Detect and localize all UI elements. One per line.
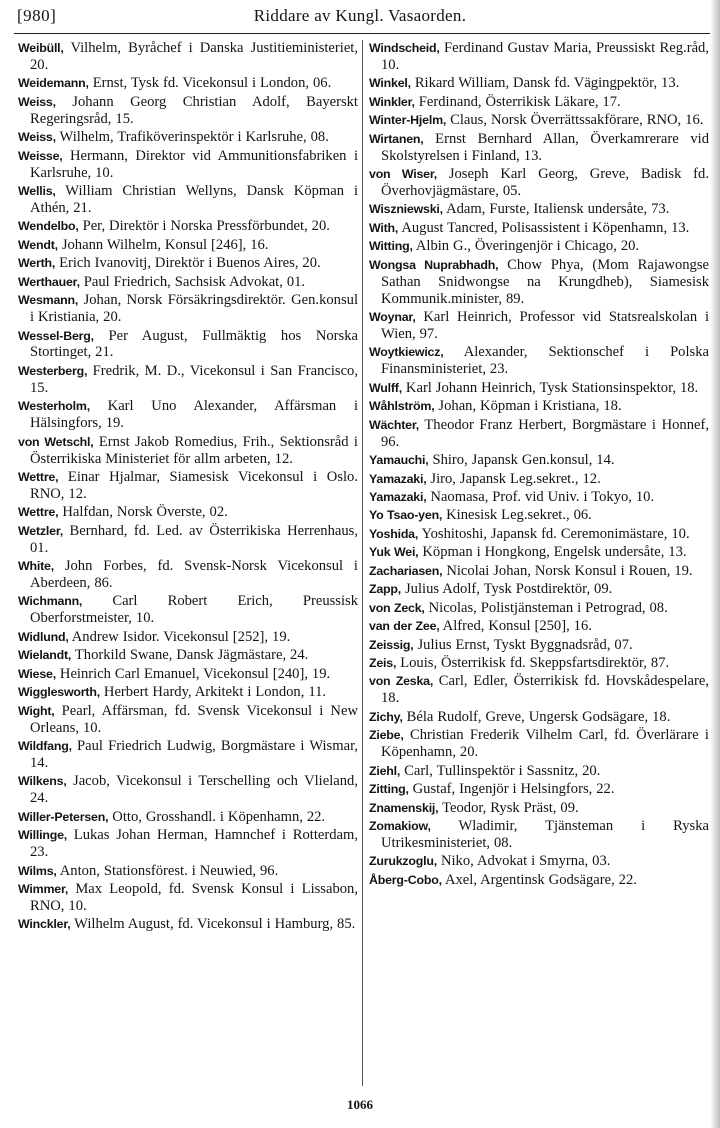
entry-description: Albin G., Överingenjör i Chicago, 20. <box>412 238 640 255</box>
left-column <box>18 40 358 935</box>
register-entry <box>18 773 358 807</box>
entry-description: Carl, Edler, Österrikisk fd. Hovskådespelare, 18. <box>381 673 709 707</box>
register-entry <box>369 526 709 543</box>
register-entry <box>18 558 358 592</box>
entry-description: Karl Johann Heinrich, Tysk Stationsinspektor, 18. <box>401 379 699 396</box>
register-entry <box>18 738 358 772</box>
entry-description: Nicolai Johan, Norsk Konsul i Rouen, 19. <box>442 562 693 579</box>
register-entry <box>369 581 709 598</box>
register-entry <box>369 238 709 255</box>
entry-surname: Weiss, <box>18 94 56 109</box>
entry-description: Paul Friedrich, Sachsisk Advokat, 01. <box>79 273 306 290</box>
page-title: Riddare av Kungl. Vasaorden. <box>253 6 467 25</box>
register-entry <box>18 398 358 432</box>
entry-surname: Wellis, <box>18 183 56 198</box>
column-divider <box>362 40 363 1086</box>
register-entry <box>18 274 358 291</box>
entry-surname: White, <box>18 559 54 574</box>
entry-surname: Wongsa Nuprabhadh, <box>369 257 499 272</box>
page-edge-shadow <box>710 0 720 1128</box>
entry-description: Ferdinand, Österrikisk Läkare, 17. <box>414 93 621 110</box>
entry-surname: Willinge, <box>18 828 68 843</box>
entry-surname: van der Zee, <box>369 619 440 634</box>
register-entry <box>369 600 709 617</box>
entry-surname: With, <box>369 220 399 235</box>
register-entry <box>369 763 709 780</box>
register-entry <box>369 544 709 561</box>
entry-description: Köpman i Hongkong, Engelsk undersåte, 13. <box>418 544 687 561</box>
register-entry <box>18 237 358 254</box>
entry-description: Ernst, Tysk fd. Vicekonsul i London, 06. <box>88 75 332 92</box>
entry-description: Alfred, Konsul [250], 16. <box>439 618 592 635</box>
register-entry <box>18 328 358 362</box>
register-entry <box>18 504 358 521</box>
entry-description: Heinrich Carl Emanuel, Vicekonsul [240], 19. <box>55 665 331 682</box>
register-entry <box>369 94 709 111</box>
entry-surname: Wåhlström, <box>369 399 435 414</box>
entry-surname: Weisse, <box>18 148 63 163</box>
register-entry <box>18 881 358 915</box>
register-entry <box>18 629 358 646</box>
register-entry <box>369 417 709 451</box>
register-entry <box>369 818 709 852</box>
entry-description: Andrew Isidor. Vicekonsul [252], 19. <box>68 628 291 645</box>
register-entry <box>18 703 358 737</box>
entry-description: Teodor, Rysk Präst, 09. <box>438 799 579 816</box>
entry-description: Lukas Johan Herman, Hamnchef i Rotterdam, 23. <box>30 827 358 861</box>
register-entry <box>369 344 709 378</box>
entry-surname: von Zeck, <box>369 600 425 615</box>
register-entry <box>369 618 709 635</box>
header-rule <box>14 33 710 34</box>
entry-surname: Wettre, <box>18 469 59 484</box>
register-entry <box>369 220 709 237</box>
entry-description: Anton, Stationsförest. i Neuwied, 96. <box>56 862 279 879</box>
entry-surname: Wirtanen, <box>369 131 424 146</box>
entry-description: Julius Ernst, Tyskt Byggnadsråd, 07. <box>413 636 633 653</box>
entry-description: Niko, Advokat i Smyrna, 03. <box>437 853 611 870</box>
register-entry <box>369 380 709 397</box>
entry-surname: Weiss, <box>18 130 56 145</box>
entry-surname: Yo Tsao-yen, <box>369 508 443 523</box>
register-entry <box>369 853 709 870</box>
entry-description: Wilhelm August, fd. Vicekonsul i Hamburg, 85. <box>70 916 356 933</box>
entry-surname: Yoshida, <box>369 526 419 541</box>
entry-surname: Weibüll, <box>18 41 64 55</box>
register-entry <box>369 673 709 707</box>
register-entry <box>18 666 358 683</box>
entry-surname: Woynar, <box>369 310 416 325</box>
register-entry <box>369 489 709 506</box>
entry-surname: Wigglesworth, <box>18 685 100 700</box>
entry-description: Claus, Norsk Överrättssakförare, RNO, 16. <box>446 112 704 129</box>
entry-surname: Wielandt, <box>18 648 72 663</box>
entry-description: Louis, Österrikisk fd. Skeppsfartsdirektör, 87. <box>396 655 670 672</box>
entry-description: Rikard William, Dansk fd. Vägingpektör, 13. <box>410 75 680 92</box>
entry-description: Jiro, Japansk Leg.sekret., 12. <box>426 470 601 487</box>
register-entry <box>18 684 358 701</box>
register-entry <box>18 94 358 128</box>
entry-description: Gustaf, Ingenjör i Helsingfors, 22. <box>408 781 615 798</box>
entry-surname: Winter-Hjelm, <box>369 113 447 128</box>
register-entry <box>369 452 709 469</box>
entry-surname: Wettre, <box>18 505 59 520</box>
entry-surname: von Wetschl, <box>18 434 94 449</box>
right-column <box>369 40 709 890</box>
register-entry <box>369 655 709 672</box>
register-entry <box>369 309 709 343</box>
entry-description: Wilhelm, Trafiköverinspektör i Karlsruhe, 08. <box>55 129 329 146</box>
register-entry <box>369 800 709 817</box>
entry-description: Julius Adolf, Tysk Postdirektör, 09. <box>401 581 613 598</box>
register-entry <box>369 781 709 798</box>
register-entry <box>18 863 358 880</box>
register-entry <box>369 637 709 654</box>
entry-description: Johann Wilhelm, Konsul [246], 16. <box>57 236 269 253</box>
register-entry <box>18 593 358 627</box>
entry-surname: Wildfang, <box>18 739 72 754</box>
entry-description: Yoshitoshi, Japansk fd. Ceremonimästare, 10. <box>418 525 690 542</box>
entry-surname: Wight, <box>18 703 55 718</box>
entry-surname: Woytkiewicz, <box>369 345 444 360</box>
entry-surname: von Wiser, <box>369 167 438 182</box>
entry-description: Einar Hjalmar, Siamesisk Vicekonsul i Oslo. RNO, 12. <box>30 468 358 502</box>
entry-description: Karl Heinrich, Professor vid Statsrealskolan i Wien, 97. <box>381 309 709 342</box>
entry-surname: Weidemann, <box>18 76 89 91</box>
entry-surname: Wächter, <box>369 417 420 432</box>
entry-surname: Yamauchi, <box>369 453 429 468</box>
entry-description: John Forbes, fd. Svensk-Norsk Vicekonsul i Aberdeen, 86. <box>30 558 358 592</box>
entry-description: Karl Uno Alexander, Affärsman i Hälsingfors, 19. <box>30 398 358 432</box>
register-entry <box>18 827 358 861</box>
entry-description: August Tancred, Polisassistent i Köpenhamn, 13. <box>398 219 690 236</box>
entry-surname: Ziebe, <box>369 728 404 743</box>
entry-surname: Wiese, <box>18 666 56 681</box>
entry-surname: Wimmer, <box>18 882 69 896</box>
register-entry <box>18 434 358 468</box>
entry-description: Carl, Tullinspektör i Sassnitz, 20. <box>400 762 601 779</box>
entry-surname: Wilms, <box>18 863 57 878</box>
register-entry <box>18 809 358 826</box>
entry-surname: Wulff, <box>369 380 402 395</box>
register-entry <box>369 201 709 218</box>
entry-description: Max Leopold, fd. Svensk Konsul i Lissabon, RNO, 10. <box>30 881 358 914</box>
entry-surname: Wendelbo, <box>18 219 79 234</box>
entry-description: Jacob, Vicekonsul i Terschelling och Vlieland, 24. <box>30 773 358 807</box>
register-entry <box>18 363 358 397</box>
entry-description: Adam, Furste, Italiensk undersåte, 73. <box>442 201 670 218</box>
entry-surname: Zapp, <box>369 582 402 597</box>
page-number: [980] <box>17 6 57 25</box>
entry-description: Johan, Norsk Försäkringsdirektör. Gen.konsul i Kristiania, 20. <box>30 292 358 326</box>
register-entry <box>369 398 709 415</box>
register-entry <box>18 255 358 272</box>
entry-surname: Zitting, <box>369 782 409 797</box>
entry-surname: Widlund, <box>18 629 69 644</box>
register-entry <box>369 166 709 200</box>
entry-surname: Zachariasen, <box>369 563 443 578</box>
entry-description: William Christian Wellyns, Dansk Köpman i Athén, 21. <box>30 182 358 216</box>
footer-sheet-number: 1066 <box>347 1097 373 1112</box>
register-entry <box>369 507 709 524</box>
entry-description: Pearl, Affärsman, fd. Svensk Vicekonsul i New Orleans, 10. <box>30 702 358 736</box>
register-entry <box>369 257 709 308</box>
entry-description: Erich Ivanovitj, Direktör i Buenos Aires, 20. <box>55 255 321 272</box>
register-entry <box>369 709 709 726</box>
entry-description: Alexander, Sektionschef i Polska Finansministeriet, 23. <box>381 344 709 378</box>
entry-description: Vilhelm, Byråchef i Danska Justitieministeriet, 20. <box>30 40 358 73</box>
entry-description: Paul Friedrich Ludwig, Borgmästare i Wismar, 14. <box>30 738 358 771</box>
entry-surname: Winckler, <box>18 917 71 932</box>
register-entry <box>18 916 358 933</box>
entry-description: Fredrik, M. D., Vicekonsul i San Francisco, 15. <box>30 362 358 396</box>
register-entry <box>18 647 358 664</box>
register-entry <box>369 75 709 92</box>
register-entry <box>369 40 709 74</box>
entry-description: Halfdan, Norsk Överste, 02. <box>58 504 228 521</box>
entry-description: Béla Rudolf, Greve, Ungersk Godsägare, 18. <box>402 708 671 725</box>
entry-description: Per, Direktör i Norska Pressförbundet, 20. <box>78 218 330 235</box>
entry-surname: Winkel, <box>369 76 411 91</box>
register-entry <box>369 471 709 488</box>
entry-description: Thorkild Swane, Dansk Jägmästare, 24. <box>71 647 309 664</box>
entry-surname: Zichy, <box>369 709 403 724</box>
register-entry <box>369 563 709 580</box>
entry-surname: Willer-Petersen, <box>18 809 109 824</box>
entry-surname: Westerholm, <box>18 399 90 414</box>
entry-description: Carl Robert Erich, Preussisk Oberforstmeister, 10. <box>30 593 358 627</box>
register-entry <box>369 872 709 889</box>
entry-description: Per August, Fullmäktig hos Norska Stortinget, 21. <box>30 327 358 361</box>
entry-surname: Wesmann, <box>18 293 79 308</box>
entry-description: Ernst Jakob Romedius, Frih., Sektionsråd i Österrikiska Ministeriet för allm arbeten, 12. <box>30 433 358 467</box>
entry-surname: Znamenskij, <box>369 800 439 815</box>
entry-description: Axel, Argentinsk Godsägare, 22. <box>441 871 637 888</box>
register-entry <box>18 75 358 92</box>
entry-description: Johan, Köpman i Kristiana, 18. <box>434 398 622 415</box>
entry-description: Kinesisk Leg.sekret., 06. <box>442 507 592 524</box>
register-entry <box>369 727 709 761</box>
entry-surname: Wessel-Berg, <box>18 328 94 343</box>
entry-description: Ernst Bernhard Allan, Överkamrerare vid Skolstyrelsen i Finland, 13. <box>381 130 709 164</box>
entry-surname: Yuk Wei, <box>369 545 419 560</box>
register-entry <box>18 292 358 326</box>
entry-description: Theodor Franz Herbert, Borgmästare i Honnef, 96. <box>381 416 709 450</box>
register-entry <box>18 218 358 235</box>
entry-surname: Zomakiow, <box>369 819 431 834</box>
entry-surname: Windscheid, <box>369 41 440 55</box>
entry-description: Otto, Grosshandl. i Köpenhamn, 22. <box>108 808 326 825</box>
entry-surname: von Zeska, <box>369 674 434 689</box>
entry-surname: Werth, <box>18 256 56 271</box>
register-entry <box>369 112 709 129</box>
entry-surname: Wendt, <box>18 237 58 252</box>
entry-description: Shiro, Japansk Gen.konsul, 14. <box>428 452 615 469</box>
entry-surname: Zurukzoglu, <box>369 854 438 869</box>
entry-description: Chow Phya, (Mom Rajawongse Sathan Snidwongse na Krungdheb), Siamesisk Kommunik.minister, 89. <box>381 256 709 307</box>
entry-surname: Åberg-Cobo, <box>369 872 442 887</box>
register-entry <box>18 469 358 503</box>
entry-surname: Yamazaki, <box>369 489 427 504</box>
entry-surname: Witting, <box>369 239 413 254</box>
entry-surname: Wetzler, <box>18 523 63 538</box>
register-entry <box>369 131 709 165</box>
entry-description: Nicolas, Polistjänsteman i Petrograd, 08. <box>424 599 668 616</box>
entry-surname: Ziehl, <box>369 763 401 778</box>
entry-surname: Werthauer, <box>18 274 80 289</box>
register-entry <box>18 129 358 146</box>
register-entry <box>18 523 358 557</box>
register-entry <box>18 148 358 182</box>
entry-surname: Zeis, <box>369 656 397 671</box>
entry-description: Joseph Karl Georg, Greve, Badisk fd. Överhovjägmästare, 05. <box>381 166 709 199</box>
entry-surname: Wiszniewski, <box>369 202 443 217</box>
entry-description: Bernhard, fd. Led. av Österrikiska Herrenhaus, 01. <box>30 522 358 556</box>
entry-description: Wladimir, Tjänsteman i Ryska Utrikesministeriet, 08. <box>381 818 709 851</box>
entry-surname: Westerberg, <box>18 363 88 378</box>
entry-description: Christian Frederik Vilhelm Carl, fd. Överlärare i Köpenhamn, 20. <box>381 727 709 761</box>
register-entry <box>18 40 358 74</box>
entry-surname: Wichmann, <box>18 594 83 609</box>
entry-description: Hermann, Direktor vid Ammunitionsfabriken i Karlsruhe, 10. <box>30 147 358 181</box>
entry-surname: Wilkens, <box>18 774 67 789</box>
entry-description: Ferdinand Gustav Maria, Preussiskt Reg.råd, 10. <box>381 40 709 73</box>
entry-surname: Yamazaki, <box>369 471 427 486</box>
entry-description: Herbert Hardy, Arkitekt i London, 11. <box>99 684 327 701</box>
entry-description: Naomasa, Prof. vid Univ. i Tokyo, 10. <box>426 488 655 505</box>
entry-surname: Winkler, <box>369 94 415 109</box>
register-entry <box>18 183 358 217</box>
entry-surname: Zeissig, <box>369 637 414 652</box>
entry-description: Johann Georg Christian Adolf, Bayerskt Regeringsråd, 15. <box>30 93 358 127</box>
